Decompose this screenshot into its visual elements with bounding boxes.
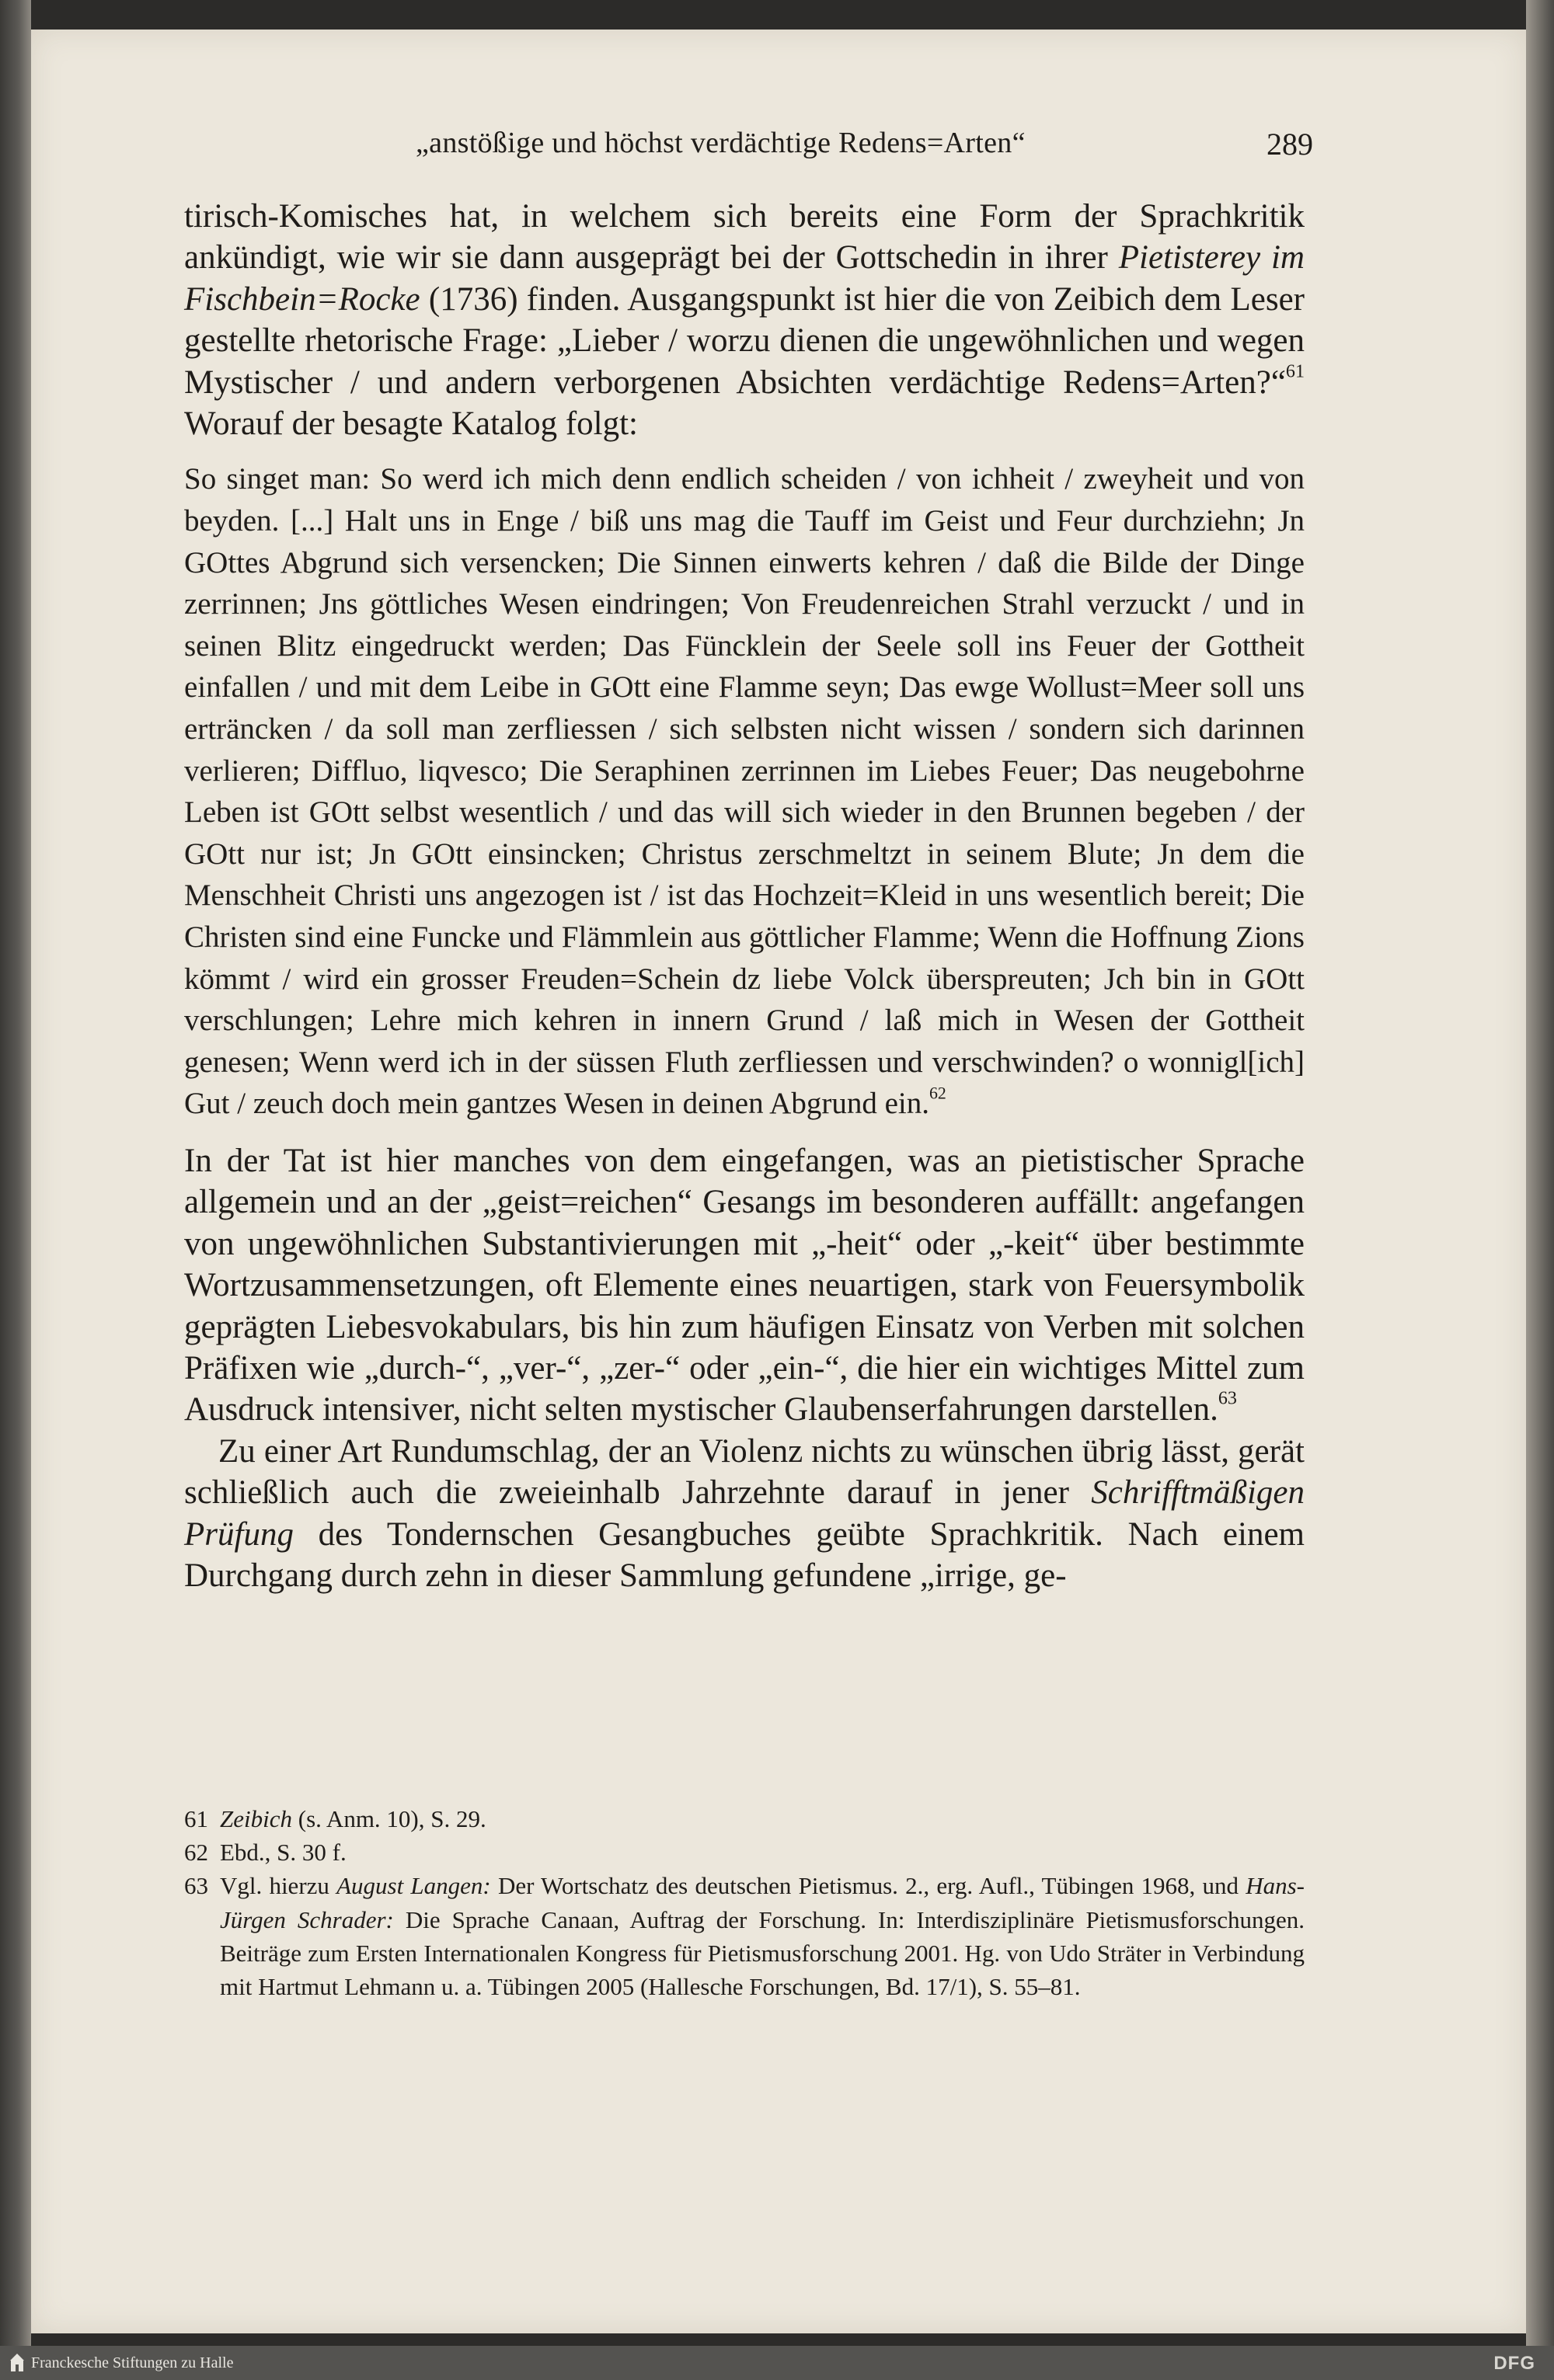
footnote-text-b: Der Wortschatz des deutschen Pietismus. 2., erg. Aufl., Tübingen 1968, und xyxy=(490,1872,1246,1900)
block-quote-text: So singet man: So werd ich mich denn endlich scheiden / von ichheit / zweyheit und von beyden. [...] Halt uns in Enge / biß uns mag die Tauff im Geist und Feur durchziehn; Jn GOttes Abgrund sich versencken; Die Sinnen einwerts kehren / daß die Bilde der Dinge zerrinnen; Jns göttliches Wesen eindringen; Von Freudenreichen Strahl verzuckt / und in seinen Blitz eingedruckt werden; Das Füncklein der Seele soll ins Feuer der Gottheit einfallen / und mit dem Leibe in GOtt eine Flamme seyn; Das ewge Wollust=Meer soll uns erträncken / da soll man zerfliessen / sich selbsten nicht wissen / sondern sich darinnen verlieren; Diffluo, liqvesco; Die Seraphinen zerrinnen im Liebes Feuer; Das neugebohrne Leben ist GOtt selbst wesentlich / und das will sich wieder in den Brunnen begeben / der GOtt nur ist; Jn GOtt einsincken; Christus zerschmeltzt in seinem Blute; Jn dem die Menschheit Christi uns angezogen ist / ist das Hochzeit=Kleid in uns wesentlich bereit; Die Christen sind eine Funcke und Flämmlein aus göttlicher Flamme; Wenn die Hoffnung Zions kömmt / wird ein grosser Freuden=Schein dz liebe Volck überspreuten; Jch bin in GOtt verschlungen; Lehre mich kehren in innern Grund / laß mich in Wesen der Gottheit genesen; Wenn werd ich in der süssen Fluth zerfliessen und verschwinden? o wonnigl[ich] Gut / zeuch doch mein gantzes Wesen in deinen Abgrund ein. xyxy=(184,462,1305,1121)
footnote-author: August Langen: xyxy=(336,1872,491,1900)
footnote-ref-63: 63 xyxy=(1218,1388,1237,1409)
running-head: „anstößige und höchst verdächtige Redens=Arten“ xyxy=(416,127,1026,159)
footnote-61 xyxy=(184,1802,1305,1835)
footnote-ref-62: 62 xyxy=(929,1084,946,1103)
footnote-author: Zeibich xyxy=(220,1805,292,1832)
paragraph-3 xyxy=(184,1431,1305,1597)
footnote-ref-61: 61 xyxy=(1285,361,1305,382)
footnotes xyxy=(184,1802,1305,2003)
paragraph-1-text-b: (1736) finden. Ausgangspunkt ist hier die von Zeibich dem Leser gestellte rhetorische Frage: „Lieber / worzu dienen die ungewöhnlichen und wegen Mystischer / und andern verborgenen Absichten verdächtige Redens=Arten?“ xyxy=(184,280,1305,401)
paragraph-1-text-a: tirisch-Komisches hat, in welchem sich bereits eine Form der Sprachkritik ankündigt, wie wir sie dann ausgeprägt bei der Gottschedin in ihrer xyxy=(184,198,1305,277)
institution-label: Franckesche Stiftungen zu Halle xyxy=(31,2354,234,2371)
dfg-logo: DFG xyxy=(1493,2353,1535,2374)
footnote-text-c: Die Sprache Canaan, Auftrag der Forschung. In: Interdisziplinäre Pietismusforschungen. Beiträge zum Ersten Internationalen Kongress für Pietismusforschung 2001. Hg. von Udo Sträter in Verbindung mit Hartmut Lehmann u. a. Tübingen 2005 (Hallesche Forschungen, Bd. 17/1), S. 55–81. xyxy=(220,1905,1305,2001)
footnote-number: 61 xyxy=(184,1805,208,1832)
main-text xyxy=(184,196,1305,1596)
page-number: 289 xyxy=(1267,127,1313,162)
footnote-author: Hans-Jürgen Schrader: xyxy=(220,1872,1305,1933)
paragraph-1-text-c: Worauf der besagte Katalog folgt: xyxy=(184,405,638,443)
viewer-footer-bar xyxy=(0,2346,1554,2380)
footnote-text xyxy=(220,1869,1305,2003)
footnote-63 xyxy=(184,1869,1305,2003)
page-header xyxy=(416,126,1313,172)
footnote-number: 62 xyxy=(184,1839,208,1867)
paragraph-3-text-a: Zu einer Art Rundumschlag, der an Violenz nichts zu wünschen übrig lässt, gerät schließlich auch die zweieinhalb Jahrzehnte darauf in jener xyxy=(184,1432,1305,1512)
paragraph-2-text: In der Tat ist hier manches von dem eingefangen, was an pietistischer Sprache allgemein und an der „geist=reichen“ Gesangs im besonderen auffällt: angefangen von ungewöhnlichen Substantivierungen mit „-heit“ oder „-keit“ über bestimmte Wortzusammensetzungen, oft Elemente eines neuartigen, stark von Feuersymbolik geprägten Liebesvokabulars, bis hin zum häufigen Einsatz von Verben mit solchen Präfixen wie „durch-“, „ver-“, „zer-“ oder „ein-“, die hier ein wichtiges Mittel zum Ausdruck intensiver, nicht selten mystischer Glaubenserfahrungen darstellen. xyxy=(184,1142,1305,1428)
work-title-pruefung: Schrifftmäßigen Prüfung xyxy=(184,1474,1305,1553)
footnote-text xyxy=(220,1802,1305,1835)
footnote-number: 63 xyxy=(184,1872,208,1900)
footnote-62 xyxy=(184,1835,1305,1869)
footnote-rest: (s. Anm. 10), S. 29. xyxy=(292,1805,486,1832)
block-quote xyxy=(184,458,1305,1125)
paragraph-2 xyxy=(184,1140,1305,1431)
paragraph-3-text-b: des Tondernschen Gesangbuches geübte Sprachkritik. Nach einem Durchgang durch zehn in dieser Sammlung gefundene „irrige, ge- xyxy=(184,1515,1305,1594)
scan-edge-right xyxy=(1526,0,1554,2346)
scan-edge-left xyxy=(0,0,31,2346)
footnote-text-a: Vgl. hierzu xyxy=(220,1872,337,1900)
work-title-pietisterey: Pietisterey im Fischbein=Rocke xyxy=(184,239,1305,318)
footnote-text: Ebd., S. 30 f. xyxy=(220,1839,347,1867)
institution-logo-icon xyxy=(9,2353,25,2373)
paragraph-1 xyxy=(184,196,1305,444)
